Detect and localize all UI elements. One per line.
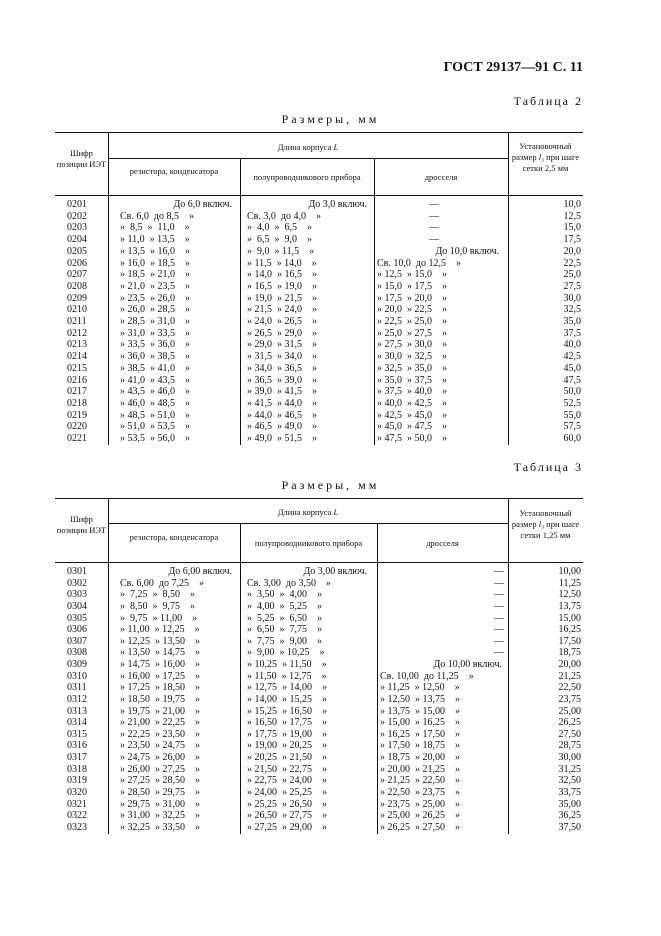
row-res: » 29,75 » 31,00 »	[120, 798, 200, 810]
row-code: 0213	[67, 339, 87, 351]
row-dros: » 17,50 » 18,75 »	[380, 740, 460, 752]
row-semi: » 19,0 » 21,5 »	[247, 292, 317, 304]
row-dros: Св. 10,00 до 11,25 »	[380, 670, 474, 682]
table3-header-rule	[55, 562, 583, 563]
row-set: 21,25	[558, 670, 581, 682]
row-res: » 14,75 » 16,00 »	[120, 659, 200, 671]
table2-header-length-text: Длина корпуса	[277, 142, 332, 152]
row-code: 0221	[67, 433, 87, 444]
row-res: Св. 6,0 до 8,5 »	[120, 210, 194, 222]
row-semi: » 19,00 » 20,25 »	[247, 740, 327, 752]
row-semi: » 46,5 » 49,0 »	[247, 421, 317, 433]
row-dros: —	[429, 222, 439, 234]
row-res: » 28,50 » 29,75 »	[120, 786, 200, 798]
table3-caption: Таблица 3	[513, 460, 583, 474]
row-code: 0215	[67, 362, 87, 374]
row-code: 0310	[67, 670, 87, 682]
row-dros: » 25,0 » 27,5 »	[377, 327, 447, 339]
row-res: » 22,25 » 23,50 »	[120, 728, 200, 740]
row-set: 50,0	[563, 386, 581, 398]
row-res: » 53,5 » 56,0 »	[120, 433, 190, 444]
row-set: 27,50	[558, 728, 581, 740]
table3-header-length-text: Длина корпуса	[277, 507, 332, 517]
table3-header-set-text2: при шаге сетки 1,25 мм	[520, 519, 580, 540]
table3-header-dros: дросселя	[426, 538, 459, 548]
table2-subtitle: Размеры, мм	[281, 112, 380, 126]
row-res: » 28,5 » 31,0 »	[120, 316, 190, 327]
row-semi: » 22,75 » 24,00 »	[247, 775, 327, 787]
row-semi: » 9,00 » 10,25 »	[247, 647, 325, 659]
row-res: » 13,50 » 14,75 »	[120, 647, 200, 659]
row-semi: » 25,25 » 26,50 »	[247, 798, 327, 810]
row-semi: » 34,0 » 36,5 »	[247, 362, 317, 374]
row-dros: » 25,00 » 26,25 »	[380, 810, 460, 822]
row-code: 0323	[67, 821, 87, 833]
row-semi: » 15,25 » 16,50 »	[247, 705, 327, 717]
row-semi: » 9,0 » 11,5 »	[247, 245, 315, 257]
row-semi: » 6,50 » 7,75 »	[247, 624, 322, 636]
row-dros: » 40,0 » 42,5 »	[377, 397, 447, 409]
row-dros: До 10,0 включ.	[435, 245, 499, 257]
row-code: 0320	[67, 786, 87, 798]
table2-header-set-sym: l₃	[538, 152, 545, 162]
row-code: 0315	[67, 728, 87, 740]
row-semi: » 24,00 » 25,25 »	[247, 786, 327, 798]
row-dros: —	[494, 577, 504, 589]
row-set: 45,0	[563, 362, 581, 374]
row-semi: » 14,00 » 15,25 »	[247, 693, 327, 705]
row-dros: » 35,0 » 37,5 »	[377, 374, 447, 386]
row-code: 0205	[67, 245, 87, 257]
table3-subtitle: Размеры, мм	[281, 478, 380, 492]
table2-header-length-sym: L	[333, 142, 339, 152]
row-semi: » 4,00 » 5,25 »	[247, 600, 322, 612]
table2-header-length	[108, 142, 508, 153]
table2-vrule	[240, 158, 241, 445]
row-semi: » 10,25 » 11,50 »	[247, 659, 327, 671]
row-dros: » 15,00 » 16,25 »	[380, 717, 460, 729]
row-set: 32,5	[563, 304, 581, 316]
row-dros: До 10,00 включ.	[433, 659, 502, 671]
row-set: 26,25	[558, 717, 581, 729]
row-res: » 21,00 » 22,25 »	[120, 717, 200, 729]
row-semi: » 31,5 » 34,0 »	[247, 351, 317, 363]
row-set: 10,00	[558, 566, 581, 577]
row-code: 0214	[67, 351, 87, 363]
row-set: 22,5	[563, 257, 581, 269]
row-set: 20,00	[558, 659, 581, 671]
row-semi: » 11,50 » 12,75 »	[247, 670, 327, 682]
row-set: 30,00	[558, 752, 581, 764]
row-code: 0307	[67, 635, 87, 647]
row-set: 17,50	[558, 635, 581, 647]
row-dros: —	[494, 600, 504, 612]
row-set: 15,0	[563, 222, 581, 234]
row-res: » 31,0 » 33,5 »	[120, 327, 190, 339]
row-res: » 24,75 » 26,00 »	[120, 752, 200, 764]
row-set: 35,00	[558, 798, 581, 810]
table3-vrule	[108, 498, 109, 834]
row-code: 0304	[67, 600, 87, 612]
row-semi: » 44,0 » 46,5 »	[247, 409, 317, 421]
table2-mid-rule	[108, 158, 508, 159]
row-code: 0316	[67, 740, 87, 752]
row-dros: —	[494, 635, 504, 647]
row-code: 0301	[67, 566, 87, 577]
row-res: » 23,5 » 26,0 »	[120, 292, 190, 304]
row-code: 0311	[67, 682, 87, 694]
table2-header-code: Шифр позиции ИЭТ	[56, 148, 107, 169]
row-dros: » 20,0 » 22,5 »	[377, 304, 447, 316]
row-set: 42,5	[563, 351, 581, 363]
row-code: 0314	[67, 717, 87, 729]
row-semi: » 16,5 » 19,0 »	[247, 280, 317, 292]
row-code: 0309	[67, 659, 87, 671]
row-dros: » 15,0 » 17,5 »	[377, 280, 447, 292]
row-code: 0306	[67, 624, 87, 636]
row-dros: » 42,5 » 45,0 »	[377, 409, 447, 421]
table2-vrule	[374, 158, 375, 445]
row-semi: » 17,75 » 19,00 »	[247, 728, 327, 740]
table3-header-res: резистора, конденсатора	[129, 532, 219, 542]
row-code: 0321	[67, 798, 87, 810]
row-set: 31,25	[558, 763, 581, 775]
row-set: 28,75	[558, 740, 581, 752]
row-set: 55,0	[563, 409, 581, 421]
table3-vrule	[508, 498, 509, 834]
row-set: 37,5	[563, 327, 581, 339]
table2-header-dros: дросселя	[424, 172, 458, 182]
row-res: » 19,75 » 21,00 »	[120, 705, 200, 717]
row-res: » 7,25 » 8,50 »	[120, 589, 195, 601]
row-code: 0212	[67, 327, 87, 339]
row-set: 23,75	[558, 693, 581, 705]
row-dros: —	[494, 647, 504, 659]
row-res: » 11,00 » 12,25 »	[120, 624, 200, 636]
row-semi: » 7,75 » 9,00 »	[247, 635, 322, 647]
row-code: 0303	[67, 589, 87, 601]
row-set: 15,00	[558, 612, 581, 624]
row-dros: » 18,75 » 20,00 »	[380, 752, 460, 764]
row-res: » 36,0 » 38,5 »	[120, 351, 190, 363]
table3-mid-rule	[108, 523, 508, 524]
row-code: 0209	[67, 292, 87, 304]
row-res: » 33,5 » 36,0 »	[120, 339, 190, 351]
row-semi: » 41,5 » 44,0 »	[247, 397, 317, 409]
row-code: 0319	[67, 775, 87, 787]
row-code: 0206	[67, 257, 87, 269]
row-semi: » 20,25 » 21,50 »	[247, 752, 327, 764]
row-res: » 16,00 » 17,25 »	[120, 670, 200, 682]
row-semi: До 3,00 включ.	[303, 566, 367, 577]
row-set: 52,5	[563, 397, 581, 409]
row-set: 47,5	[563, 374, 581, 386]
table3-header-length	[108, 507, 508, 518]
row-dros: —	[494, 566, 504, 577]
table2-header-semi: полупроводникового прибора	[253, 172, 361, 182]
row-res: » 27,25 » 28,50 »	[120, 775, 200, 787]
row-res: » 17,25 » 18,50 »	[120, 682, 200, 694]
row-dros: —	[494, 624, 504, 636]
row-res: Св. 6,00 до 7,25 »	[120, 577, 204, 589]
row-set: 12,5	[563, 210, 581, 222]
row-semi: » 26,5 » 29,0 »	[247, 327, 317, 339]
row-dros: » 47,5 » 50,0 »	[377, 433, 447, 444]
row-code: 0313	[67, 705, 87, 717]
row-res: » 16,0 » 18,5 »	[120, 257, 190, 269]
row-dros: » 45,0 » 47,5 »	[377, 421, 447, 433]
row-semi: » 36,5 » 39,0 »	[247, 374, 317, 386]
table2-vrule	[508, 132, 509, 445]
document-header: ГОСТ 29137—91 С. 11	[443, 60, 583, 75]
table3-header-length-sym: L	[333, 507, 339, 517]
row-semi: До 3,0 включ.	[308, 199, 367, 210]
row-set: 18,75	[558, 647, 581, 659]
table3-top-rule	[55, 498, 583, 499]
row-dros: » 22,5 » 25,0 »	[377, 316, 447, 327]
row-set: 20,0	[563, 245, 581, 257]
row-code: 0216	[67, 374, 87, 386]
row-set: 16,25	[558, 624, 581, 636]
row-res: » 18,50 » 19,75 »	[120, 693, 200, 705]
row-set: 35,0	[563, 316, 581, 327]
row-dros: —	[494, 612, 504, 624]
row-dros: —	[494, 589, 504, 601]
row-code: 0210	[67, 304, 87, 316]
row-semi: » 26,50 » 27,75 »	[247, 810, 327, 822]
row-code: 0217	[67, 386, 87, 398]
row-dros: » 12,50 » 13,75 »	[380, 693, 460, 705]
row-code: 0211	[67, 316, 87, 327]
row-semi: » 4,0 » 6,5 »	[247, 222, 312, 234]
row-res: » 43,5 » 46,0 »	[120, 386, 190, 398]
row-semi: Св. 3,00 до 3,50 »	[247, 577, 331, 589]
row-code: 0220	[67, 421, 87, 433]
table2-top-rule	[55, 132, 583, 133]
row-semi: » 29,0 » 31,5 »	[247, 339, 317, 351]
row-set: 27,5	[563, 280, 581, 292]
row-semi: » 14,0 » 16,5 »	[247, 269, 317, 281]
row-semi: » 12,75 » 14,00 »	[247, 682, 327, 694]
row-res: » 13,5 » 16,0 »	[120, 245, 190, 257]
row-res: » 23,50 » 24,75 »	[120, 740, 200, 752]
row-code: 0218	[67, 397, 87, 409]
row-code: 0201	[67, 199, 87, 210]
row-res: » 32,25 » 33,50 »	[120, 821, 200, 833]
row-set: 22,50	[558, 682, 581, 694]
row-dros: Св. 10,0 до 12,5 »	[377, 257, 461, 269]
table2-header-set-text: Установочный размер	[511, 141, 572, 162]
row-semi: » 3,50 » 4,00 »	[247, 589, 322, 601]
row-res: » 9,75 » 11,00 »	[120, 612, 198, 624]
row-res: » 11,0 » 13,5 »	[120, 234, 190, 246]
row-res: » 31,00 » 32,25 »	[120, 810, 200, 822]
row-code: 0317	[67, 752, 87, 764]
row-set: 36,25	[558, 810, 581, 822]
row-set: 12,50	[558, 589, 581, 601]
row-dros: » 13,75 » 15,00 »	[380, 705, 460, 717]
row-set: 30,0	[563, 292, 581, 304]
row-code: 0318	[67, 763, 87, 775]
row-res: » 8,50 » 9,75 »	[120, 600, 195, 612]
row-dros: —	[429, 210, 439, 222]
row-dros: » 11,25 » 12,50 »	[380, 682, 460, 694]
row-res: До 6,0 включ.	[173, 199, 232, 210]
row-res: » 38,5 » 41,0 »	[120, 362, 190, 374]
row-set: 32,50	[558, 775, 581, 787]
row-code: 0312	[67, 693, 87, 705]
row-set: 40,0	[563, 339, 581, 351]
row-dros: » 23,75 » 25,00 »	[380, 798, 460, 810]
row-set: 11,25	[558, 577, 581, 589]
table3-header-set-text: Установочный размер	[511, 508, 572, 529]
row-dros: —	[429, 199, 439, 210]
row-res: » 8,5 » 11,0 »	[120, 222, 190, 234]
row-dros: » 26,25 » 27,50 »	[380, 821, 460, 833]
row-set: 60,0	[563, 433, 581, 444]
row-semi: » 5,25 » 6,50 »	[247, 612, 322, 624]
table3-vrule	[377, 523, 378, 834]
row-dros: » 17,5 » 20,0 »	[377, 292, 447, 304]
row-code: 0308	[67, 647, 87, 659]
row-dros: » 27,5 » 30,0 »	[377, 339, 447, 351]
row-semi: » 21,5 » 24,0 »	[247, 304, 317, 316]
row-code: 0207	[67, 269, 87, 281]
row-semi: » 16,50 » 17,75 »	[247, 717, 327, 729]
row-code: 0208	[67, 280, 87, 292]
row-semi: » 27,25 » 29,00 »	[247, 821, 327, 833]
row-set: 25,0	[563, 269, 581, 281]
row-code: 0322	[67, 810, 87, 822]
row-code: 0305	[67, 612, 87, 624]
row-set: 10,0	[563, 199, 581, 210]
table3-header-set	[508, 508, 583, 541]
row-dros: » 16,25 » 17,50 »	[380, 728, 460, 740]
row-code: 0203	[67, 222, 87, 234]
table3-header-code: Шифр позиции ИЭТ	[56, 514, 107, 535]
row-dros: —	[429, 234, 439, 246]
row-set: 17,5	[563, 234, 581, 246]
table3-header-semi: полупроводникового прибора	[254, 538, 363, 548]
row-res: » 18,5 » 21,0 »	[120, 269, 190, 281]
row-res: » 48,5 » 51,0 »	[120, 409, 190, 421]
row-semi: » 6,5 » 9,0 »	[247, 234, 312, 246]
row-res: » 21,0 » 23,5 »	[120, 280, 190, 292]
table2-header-res: резистора, конденсатора	[129, 166, 219, 176]
row-res: » 51,0 » 53,5 »	[120, 421, 190, 433]
row-semi: Св. 3,0 до 4,0 »	[247, 210, 321, 222]
row-set: 37,50	[558, 821, 581, 833]
row-dros: » 37,5 » 40,0 »	[377, 386, 447, 398]
row-res: » 26,0 » 28,5 »	[120, 304, 190, 316]
table3-header-set-sym: l₃	[538, 519, 545, 529]
row-code: 0302	[67, 577, 87, 589]
table2-caption: Таблица 2	[513, 94, 583, 108]
row-res: » 41,0 » 43,5 »	[120, 374, 190, 386]
row-semi: » 39,0 » 41,5 »	[247, 386, 317, 398]
table3-vrule	[240, 523, 241, 834]
row-dros: » 20,00 » 21,25 »	[380, 763, 460, 775]
row-code: 0204	[67, 234, 87, 246]
table2-header-set	[508, 141, 583, 174]
row-dros: » 12,5 » 15,0 »	[377, 269, 447, 281]
row-semi: » 49,0 » 51,5 »	[247, 433, 317, 444]
table2-vrule	[108, 132, 109, 445]
row-set: 13,75	[558, 600, 581, 612]
row-res: » 26,00 » 27,25 »	[120, 763, 200, 775]
row-dros: » 22,50 » 23,75 »	[380, 786, 460, 798]
row-set: 25,00	[558, 705, 581, 717]
row-dros: » 21,25 » 22,50 »	[380, 775, 460, 787]
table2-header-set-text2: при шаге сетки 2,5 мм	[522, 152, 580, 173]
row-res: » 46,0 » 48,5 »	[120, 397, 190, 409]
table2-header-rule	[55, 195, 583, 196]
row-code: 0219	[67, 409, 87, 421]
row-semi: » 21,50 » 22,75 »	[247, 763, 327, 775]
row-res: До 6,00 включ.	[168, 566, 232, 577]
row-set: 57,5	[563, 421, 581, 433]
row-res: » 12,25 » 13,50 »	[120, 635, 200, 647]
row-dros: » 32,5 » 35,0 »	[377, 362, 447, 374]
row-semi: » 24,0 » 26,5 »	[247, 316, 317, 327]
row-dros: » 30,0 » 32,5 »	[377, 351, 447, 363]
row-code: 0202	[67, 210, 87, 222]
row-semi: » 11,5 » 14,0 »	[247, 257, 317, 269]
row-set: 33,75	[558, 786, 581, 798]
